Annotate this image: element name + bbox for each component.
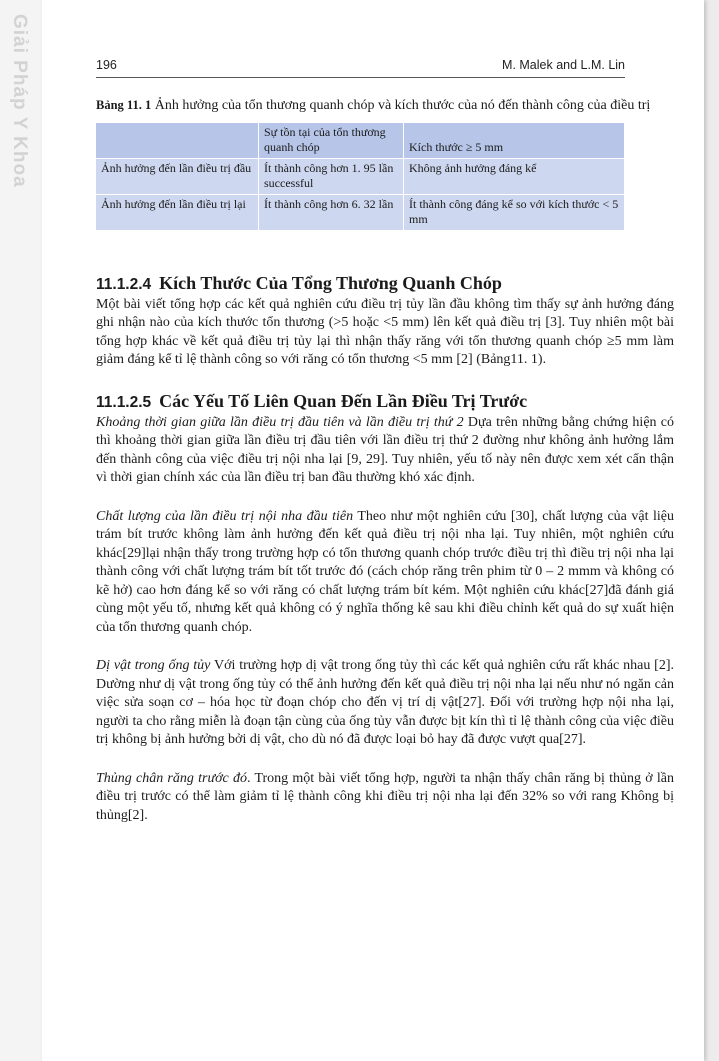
table-row <box>96 194 624 230</box>
paragraph-text: Theo như một nghiên cứu [30], chất lượng của vật liệu trám bít trước không làm ảnh hưởng đến kết quả điều trị nội nha lại. Tuy nhiên, một nghiên cứu khác[29]lại nhận thấy trong trường hợp có tổn thương quanh chóp trước điều trị thì điều trị nội nha lại thành công với chất lượng trám bít tốt trước đó (cách chóp răng trên phim từ 0 – 2 mmm và không có kẽ hở) cao hơn đáng kể so với răng có chất lượng trám bít kém. Một nghiên cứu khác[27]đã đánh giá cùng một yếu tố, nhưng kết quả không có ý nghĩa thống kê sau khi điều chỉnh kết quả do sự xuất hiện của tổn thương quanh chóp. <box>96 508 674 635</box>
paragraph-text: Với trường hợp dị vật trong ống tủy thì các kết quả nghiên cứu rất khác nhau [2]. Dường như dị vật trong ống tủy có thể ảnh hưởng đến kết quả điều trị nội nha lại nếu như nó ngăn cản việc sửa soạn cơ – hóa học từ đoạn chóp cho đến vị trí dị vật[27]. Đối với trường hợp nội nha lại, người ta cho rằng miễn là đoạn tận cùng của ống tủy vẫn được bịt kín thì tỉ lệ thành công của việc điều trị không bị ảnh hưởng bởi dị vật, cho dù nó đã được loại bỏ hay đã được vượt qua[27]. <box>96 658 674 747</box>
page-number: 196 <box>96 58 117 72</box>
table-cell: Không ảnh hưởng đáng kể <box>404 158 625 194</box>
paragraph-lead: Chất lượng của lần điều trị nội nha đầu tiên <box>96 508 354 524</box>
table-label: Bảng 11. 1 <box>96 98 152 112</box>
table-header-cell: Sự tồn tại của tổn thương quanh chóp <box>259 123 404 159</box>
paragraph-lead: Dị vật trong ống tủy <box>96 658 211 673</box>
paragraph <box>96 414 674 488</box>
table-row <box>96 158 624 194</box>
table-cell: Ảnh hưởng đến lần điều trị lại <box>96 194 259 230</box>
table-header-cell: Kích thước ≥ 5 mm <box>404 123 625 159</box>
table-header-row <box>96 123 624 159</box>
header-authors: M. Malek and L.M. Lin <box>502 58 625 72</box>
table-cell: Ít thành công hơn 1. 95 lần successful <box>259 158 404 194</box>
table-caption-text: Ảnh hưởng của tổn thương quanh chóp và kích thước của nó đến thành công của điều trị <box>154 98 651 113</box>
section-body: Một bài viết tổng hợp các kết quả nghiên cứu điều trị tủy lần đầu không tìm thấy sự ảnh hưởng đáng ghi nhận nào của kích thước tổn thương (>5 hoặc <5 mm) lên kết quả điều trị [3]. Tuy nhiên một bài tổng hợp khác về kết quả điều trị tủy lại thì nhận thấy răng với tổn thương quanh chóp ≥5 mm làm giảm đáng kể tỉ lệ thành công so với răng có tổn thương <5 mm [2] (Bảng11. 1). <box>96 296 674 367</box>
paragraph-lead: Thủng chân răng trước đó <box>96 770 247 786</box>
table-cell: Ít thành công hơn 6. 32 lần <box>259 194 404 230</box>
section-title: Kích Thước Của Tổng Thương Quanh Chóp <box>159 272 502 293</box>
paragraph-lead: Khoảng thời gian giữa lần điều trị đầu tiên và lần điều trị thứ 2 <box>96 414 464 430</box>
section-heading <box>96 390 674 414</box>
table-caption <box>96 96 674 116</box>
data-table <box>96 123 624 230</box>
section-number: 11.1.2.5 <box>96 393 152 411</box>
watermark: Giải Pháp Y Khoa <box>9 14 30 188</box>
section-title: Các Yếu Tố Liên Quan Đến Lần Điều Trị Trước <box>159 390 528 411</box>
running-header <box>96 58 625 78</box>
side-strip <box>0 0 42 1061</box>
table-header-cell <box>96 123 259 159</box>
paragraph-text: . Trong một bài viết tổng hợp, người ta nhận thấy chân răng bị thủng ở lần điều trị trước có thể làm giảm tỉ lệ thành công khi điều trị nội nha lại đến 32% so với rang Không bị thủng[2]. <box>96 770 675 823</box>
page-content <box>96 96 674 825</box>
paragraph-text: Dựa trên những bằng chứng hiện có thì khoảng thời gian giữa lần điều trị đầu tiên với lần điều trị thứ 2 đường như không ảnh hưởng lắm đến thành công của việc điều trị nội nha lại [9, 29]. Tuy nhiên, yếu tố này nên được xem xét cẩn thận vì thời gian chính xác của lần điều trị ban đầu thường khó xác định. <box>96 414 674 485</box>
section-heading <box>96 272 674 296</box>
table-cell: Ảnh hưởng đến lần điều trị đầu <box>96 158 259 194</box>
paragraph <box>96 657 674 750</box>
table-cell: Ít thành công đáng kể so với kích thước < 5 mm <box>404 194 625 230</box>
section-number: 11.1.2.4 <box>96 275 152 293</box>
paragraph <box>96 508 674 638</box>
paragraph <box>96 770 674 826</box>
